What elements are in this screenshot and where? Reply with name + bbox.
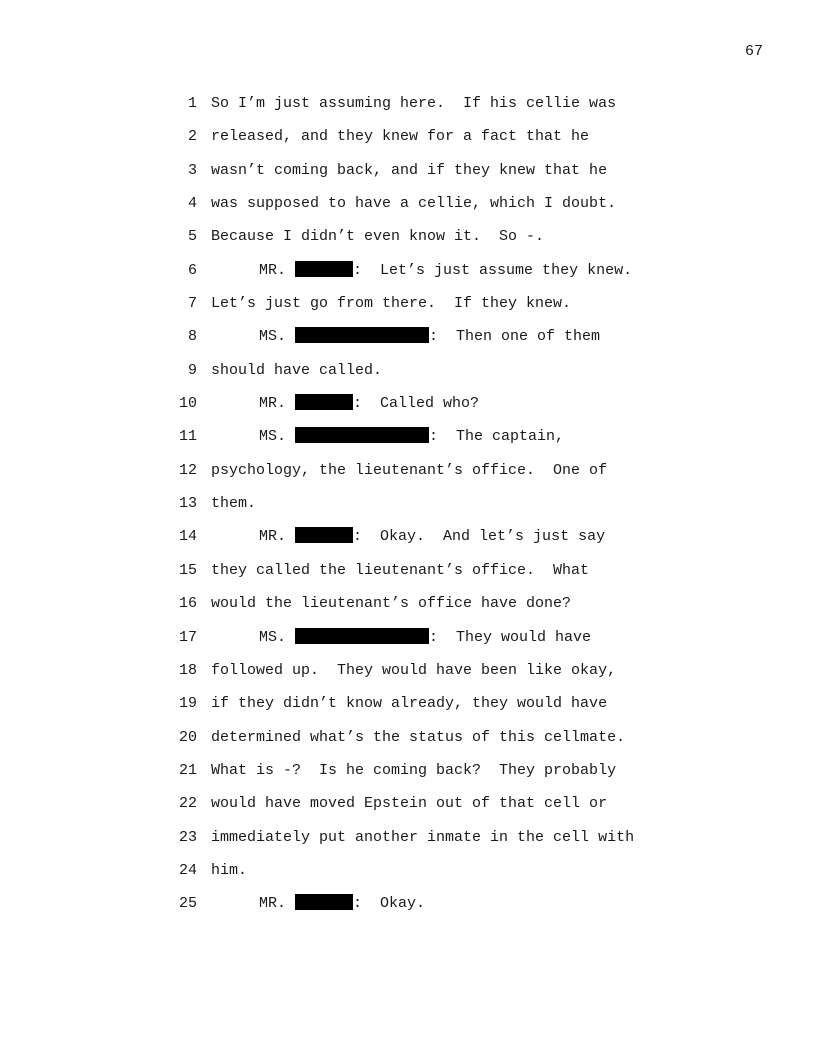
transcript-line <box>170 593 710 626</box>
speaker-text: : They would have <box>429 628 592 646</box>
line-number: 10 <box>178 395 197 413</box>
transcript-line <box>170 693 710 726</box>
transcript-line <box>170 493 710 526</box>
speaker-text: : Let’s just assume they knew. <box>353 261 633 279</box>
transcript-body <box>170 93 710 927</box>
speaker-title: MS. <box>259 428 287 446</box>
speaker-line <box>211 627 591 649</box>
line-text: would have moved Epstein out of that cell or <box>211 795 608 813</box>
line-text: was supposed to have a cellie, which I doubt. <box>211 195 617 213</box>
line-number: 14 <box>178 528 197 546</box>
page-number: 67 <box>744 43 763 60</box>
redaction-bar <box>295 894 353 910</box>
transcript-line <box>170 727 710 760</box>
speaker-text: : The captain, <box>429 428 565 446</box>
line-number: 6 <box>187 261 197 279</box>
speaker-line <box>211 326 600 348</box>
line-number: 11 <box>178 428 197 446</box>
line-text: Let’s just go from there. If they knew. <box>211 295 572 313</box>
speaker-line <box>211 526 605 548</box>
transcript-line <box>170 460 710 493</box>
speaker-title: MS. <box>259 628 287 646</box>
speaker-title: MR. <box>259 528 287 546</box>
line-number: 12 <box>178 461 197 479</box>
line-text: wasn’t coming back, and if they knew that he <box>211 161 608 179</box>
speaker-line <box>211 260 632 282</box>
speaker-text: : Okay. And let’s just say <box>353 528 606 546</box>
speaker-title: MR. <box>259 895 287 913</box>
line-number: 24 <box>178 861 197 879</box>
speaker-text: : Called who? <box>353 395 480 413</box>
transcript-line <box>170 893 710 926</box>
redaction-bar <box>295 527 353 543</box>
transcript-line <box>170 827 710 860</box>
line-text: should have called. <box>211 361 383 379</box>
line-number: 17 <box>178 628 197 646</box>
redaction-bar <box>295 628 429 644</box>
transcript-line <box>170 426 710 459</box>
transcript-line <box>170 193 710 226</box>
redaction-bar <box>295 427 429 443</box>
transcript-line <box>170 126 710 159</box>
redaction-bar <box>295 394 353 410</box>
transcript-line <box>170 326 710 359</box>
line-number: 2 <box>187 128 197 146</box>
redaction-bar <box>295 327 429 343</box>
line-text: them. <box>211 495 257 513</box>
line-number: 18 <box>178 661 197 679</box>
line-number: 19 <box>178 695 197 713</box>
line-number: 22 <box>178 795 197 813</box>
line-text: they called the lieutenant’s office. What <box>211 561 590 579</box>
transcript-line <box>170 260 710 293</box>
line-number: 23 <box>178 828 197 846</box>
line-text: immediately put another inmate in the cell with <box>211 828 635 846</box>
line-number: 5 <box>187 228 197 246</box>
transcript-line <box>170 560 710 593</box>
line-number: 9 <box>187 361 197 379</box>
line-number: 4 <box>187 195 197 213</box>
line-number: 16 <box>178 595 197 613</box>
transcript-line <box>170 660 710 693</box>
speaker-title: MR. <box>259 395 287 413</box>
line-text: What is -? Is he coming back? They probably <box>211 761 617 779</box>
transcript-line <box>170 627 710 660</box>
line-text: Because I didn’t even know it. So -. <box>211 228 545 246</box>
transcript-line <box>170 526 710 559</box>
line-number: 25 <box>178 895 197 913</box>
transcript-line <box>170 293 710 326</box>
transcript-line <box>170 760 710 793</box>
line-number: 21 <box>178 761 197 779</box>
line-number: 15 <box>178 561 197 579</box>
speaker-text: : Then one of them <box>429 328 601 346</box>
transcript-line <box>170 393 710 426</box>
line-text: determined what’s the status of this cellmate. <box>211 728 626 746</box>
line-number: 3 <box>187 161 197 179</box>
line-number: 8 <box>187 328 197 346</box>
transcript-line <box>170 360 710 393</box>
line-text: if they didn’t know already, they would have <box>211 695 608 713</box>
line-number: 13 <box>178 495 197 513</box>
line-text: So I’m just assuming here. If his cellie was <box>211 95 617 112</box>
line-text: would the lieutenant’s office have done? <box>211 595 572 613</box>
transcript-line <box>170 93 710 126</box>
line-text: released, and they knew for a fact that he <box>211 128 590 146</box>
speaker-title: MR. <box>259 261 287 279</box>
line-text: him. <box>211 861 248 879</box>
transcript-line <box>170 860 710 893</box>
transcript-line <box>170 226 710 259</box>
line-text: followed up. They would have been like okay, <box>211 661 617 679</box>
speaker-text: : Okay. <box>353 895 426 913</box>
transcript-line <box>170 793 710 826</box>
line-number: 7 <box>187 295 197 313</box>
transcript-line <box>170 160 710 193</box>
speaker-title: MS. <box>259 328 287 346</box>
speaker-line <box>211 393 479 415</box>
speaker-line <box>211 426 564 448</box>
line-number: 20 <box>178 728 197 746</box>
speaker-line <box>211 893 425 915</box>
redaction-bar <box>295 261 353 277</box>
line-text: psychology, the lieutenant’s office. One of <box>211 461 608 479</box>
line-number: 1 <box>187 95 197 112</box>
